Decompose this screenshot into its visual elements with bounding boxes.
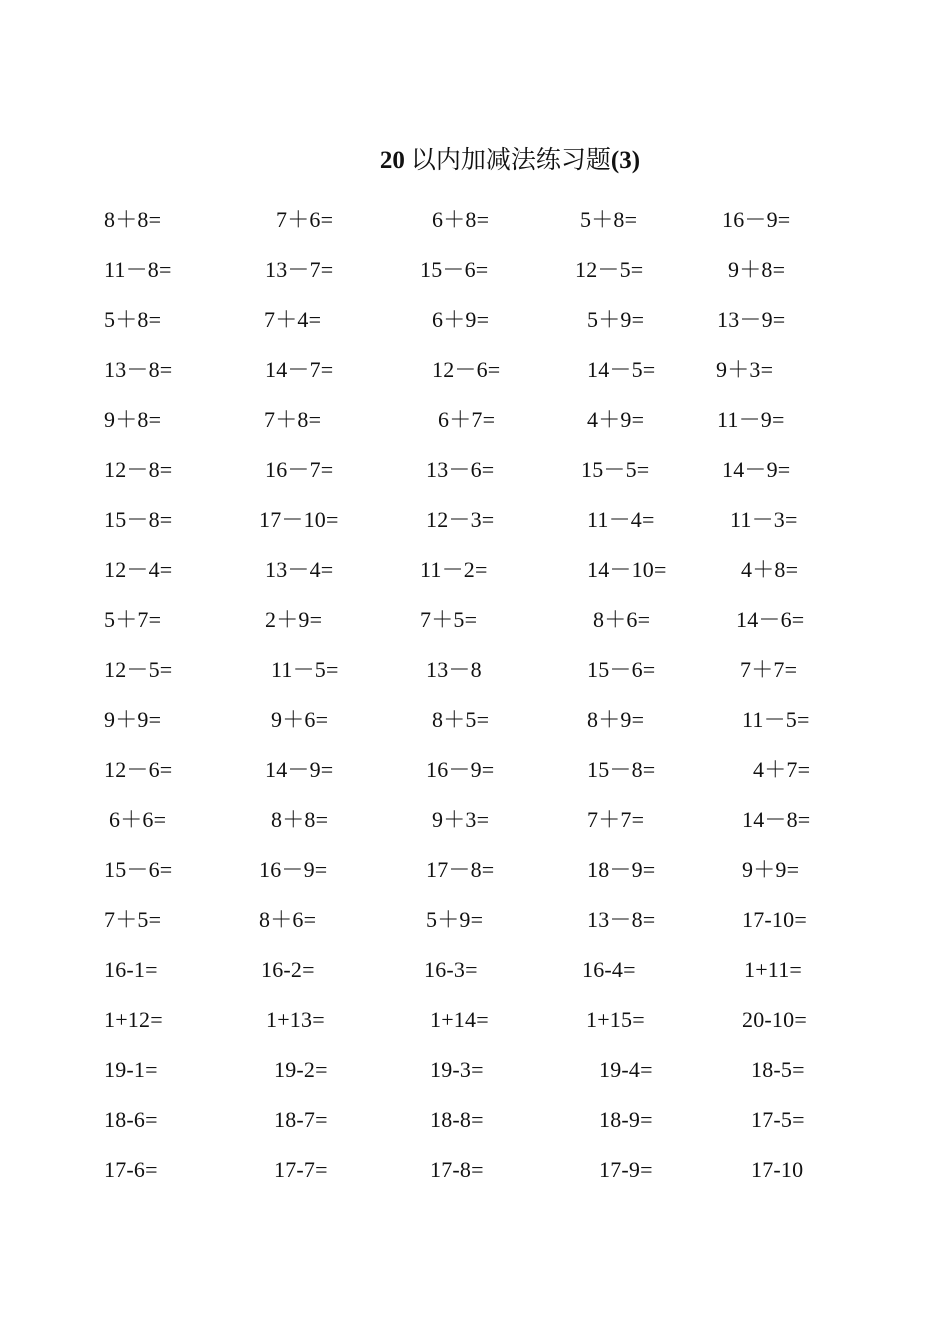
problem-r19-c1: 18-6=: [104, 1107, 158, 1132]
problem-r7-c3: 12－3=: [426, 507, 495, 532]
problem-r4-c1: 13－8=: [104, 357, 173, 382]
problem-r4-c4: 14－5=: [587, 357, 656, 382]
problem-r11-c1: 9＋9=: [104, 707, 162, 732]
problem-r15-c4: 13－8=: [587, 907, 656, 932]
problem-r18-c4: 19-4=: [599, 1057, 653, 1082]
problem-r16-c3: 16-3=: [424, 957, 478, 982]
problem-r20-c4: 17-9=: [599, 1157, 653, 1182]
problem-r9-c1: 5＋7=: [104, 607, 162, 632]
problem-r17-c1: 1+12=: [104, 1007, 163, 1032]
problem-r9-c2: 2＋9=: [265, 607, 323, 632]
problem-r1-c1: 8＋8=: [104, 207, 162, 232]
problem-r8-c2: 13－4=: [265, 557, 334, 582]
problem-r16-c5: 1+11=: [744, 957, 802, 982]
problem-r11-c4: 8＋9=: [587, 707, 645, 732]
problem-r17-c2: 1+13=: [266, 1007, 325, 1032]
problem-r7-c4: 11－4=: [587, 507, 655, 532]
problem-r13-c4: 7＋7=: [587, 807, 645, 832]
problem-r2-c3: 15－6=: [420, 257, 489, 282]
problem-r8-c4: 14－10=: [587, 557, 667, 582]
problem-r12-c5: 4＋7=: [753, 757, 811, 782]
problem-r10-c1: 12－5=: [104, 657, 173, 682]
problem-r20-c3: 17-8=: [430, 1157, 484, 1182]
problem-r14-c2: 16－9=: [259, 857, 328, 882]
problem-r7-c2: 17－10=: [259, 507, 339, 532]
title-number: 20: [379, 146, 405, 174]
problem-r8-c1: 12－4=: [104, 557, 173, 582]
problem-r1-c3: 6＋8=: [432, 207, 490, 232]
problem-r12-c3: 16－9=: [426, 757, 495, 782]
problem-r12-c1: 12－6=: [104, 757, 173, 782]
problem-r12-c2: 14－9=: [265, 757, 334, 782]
problem-r13-c3: 9＋3=: [432, 807, 490, 832]
problem-r1-c2: 7＋6=: [276, 207, 334, 232]
problem-r2-c2: 13－7=: [265, 257, 334, 282]
problem-r20-c5: 17-10: [751, 1157, 804, 1182]
title-suffix: (3): [610, 146, 641, 174]
problem-r10-c3: 13－8: [426, 657, 482, 682]
problem-r15-c5: 17-10=: [742, 907, 807, 932]
problem-r15-c2: 8＋6=: [259, 907, 317, 932]
problem-r3-c4: 5＋9=: [587, 307, 645, 332]
title-text: 以内加减法练习题: [410, 146, 611, 174]
problem-r1-c4: 5＋8=: [580, 207, 638, 232]
problem-r2-c4: 12－5=: [575, 257, 644, 282]
problem-r15-c3: 5＋9=: [426, 907, 484, 932]
problem-r5-c2: 7＋8=: [264, 407, 322, 432]
problem-r9-c3: 7＋5=: [420, 607, 478, 632]
problem-r14-c5: 9＋9=: [742, 857, 800, 882]
problem-r5-c5: 11－9=: [717, 407, 785, 432]
problem-r19-c4: 18-9=: [599, 1107, 653, 1132]
problem-r20-c2: 17-7=: [274, 1157, 328, 1182]
problem-r18-c3: 19-3=: [430, 1057, 484, 1082]
problem-r6-c2: 16－7=: [265, 457, 334, 482]
problem-r15-c1: 7＋5=: [104, 907, 162, 932]
problem-r3-c5: 13－9=: [717, 307, 786, 332]
problem-r11-c3: 8＋5=: [432, 707, 490, 732]
problem-r2-c1: 11－8=: [104, 257, 172, 282]
problem-r6-c4: 15－5=: [581, 457, 650, 482]
problem-r4-c2: 14－7=: [265, 357, 334, 382]
problem-r10-c2: 11－5=: [271, 657, 339, 682]
problem-r14-c3: 17－8=: [426, 857, 495, 882]
problem-r6-c1: 12－8=: [104, 457, 173, 482]
problem-r7-c5: 11－3=: [730, 507, 798, 532]
problem-r11-c5: 11－5=: [742, 707, 810, 732]
problem-r9-c5: 14－6=: [736, 607, 805, 632]
problem-r13-c2: 8＋8=: [271, 807, 329, 832]
problem-r13-c1: 6＋6=: [109, 807, 167, 832]
problem-r6-c3: 13－6=: [426, 457, 495, 482]
problem-r12-c4: 15－8=: [587, 757, 656, 782]
problem-r18-c2: 19-2=: [274, 1057, 328, 1082]
problem-r4-c3: 12－6=: [432, 357, 501, 382]
problem-r3-c3: 6＋9=: [432, 307, 490, 332]
problem-r2-c5: 9＋8=: [728, 257, 786, 282]
problem-r17-c3: 1+14=: [430, 1007, 489, 1032]
problem-r5-c3: 6＋7=: [438, 407, 496, 432]
problem-r6-c5: 14－9=: [722, 457, 791, 482]
problem-r14-c4: 18－9=: [587, 857, 656, 882]
problem-r17-c4: 1+15=: [586, 1007, 645, 1032]
problem-r10-c4: 15－6=: [587, 657, 656, 682]
problem-r10-c5: 7＋7=: [740, 657, 798, 682]
problem-r19-c2: 18-7=: [274, 1107, 328, 1132]
problem-r8-c5: 4＋8=: [741, 557, 799, 582]
problem-r13-c5: 14－8=: [742, 807, 811, 832]
problem-r5-c4: 4＋9=: [587, 407, 645, 432]
problem-r18-c5: 18-5=: [751, 1057, 805, 1082]
problem-r8-c3: 11－2=: [420, 557, 488, 582]
problem-r9-c4: 8＋6=: [593, 607, 651, 632]
problem-r14-c1: 15－6=: [104, 857, 173, 882]
problem-r19-c3: 18-8=: [430, 1107, 484, 1132]
problem-r7-c1: 15－8=: [104, 507, 173, 532]
problem-r16-c1: 16-1=: [104, 957, 158, 982]
problem-r5-c1: 9＋8=: [104, 407, 162, 432]
problem-r3-c1: 5＋8=: [104, 307, 162, 332]
problem-r16-c2: 16-2=: [261, 957, 315, 982]
problem-r3-c2: 7＋4=: [264, 307, 322, 332]
problem-r4-c5: 9＋3=: [716, 357, 774, 382]
problem-r1-c5: 16－9=: [722, 207, 791, 232]
problem-r19-c5: 17-5=: [751, 1107, 805, 1132]
problem-r11-c2: 9＋6=: [271, 707, 329, 732]
problem-r16-c4: 16-4=: [582, 957, 636, 982]
problem-r20-c1: 17-6=: [104, 1157, 158, 1182]
problem-r18-c1: 19-1=: [104, 1057, 158, 1082]
problem-r17-c5: 20-10=: [742, 1007, 807, 1032]
